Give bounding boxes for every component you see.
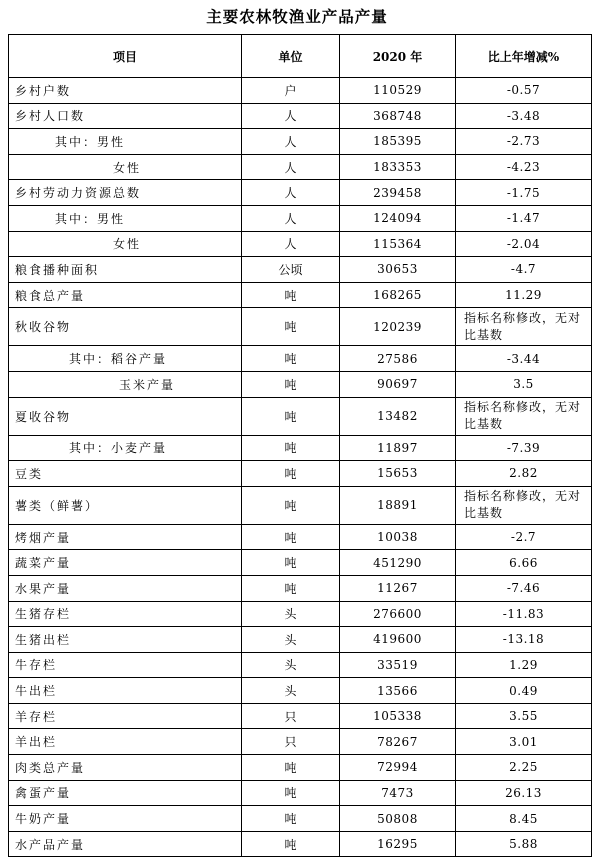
row-change-cell (456, 308, 592, 346)
row-value: 16295 (340, 831, 456, 857)
row-unit: 吨 (242, 550, 340, 576)
row-change: -2.7 (456, 524, 592, 550)
table-row (9, 550, 592, 576)
row-change-cell (456, 397, 592, 435)
row-unit: 头 (242, 678, 340, 704)
row-unit: 吨 (242, 435, 340, 461)
header-year: 2020 年 (340, 35, 456, 78)
table-row (9, 180, 592, 206)
row-name: 其中：男性 (9, 205, 242, 231)
row-unit: 头 (242, 652, 340, 678)
row-name: 禽蛋产量 (9, 780, 242, 806)
header-row (9, 35, 592, 78)
row-change: -7.39 (456, 435, 592, 461)
table-row (9, 461, 592, 487)
table-row (9, 78, 592, 104)
row-name: 女性 (9, 231, 242, 257)
row-unit: 吨 (242, 397, 340, 435)
row-value: 13566 (340, 678, 456, 704)
header-item: 项目 (9, 35, 242, 78)
row-value: 276600 (340, 601, 456, 627)
row-change: -4.7 (456, 257, 592, 283)
row-unit: 人 (242, 103, 340, 129)
table-row (9, 397, 592, 435)
row-value: 15653 (340, 461, 456, 487)
table-row (9, 627, 592, 653)
row-unit: 吨 (242, 371, 340, 397)
row-name: 其中：小麦产量 (9, 435, 242, 461)
row-value: 124094 (340, 205, 456, 231)
row-unit: 人 (242, 154, 340, 180)
row-change-note: 指标名称修改，无对比基数 (464, 400, 582, 432)
table-row (9, 831, 592, 857)
row-name: 水产品产量 (9, 831, 242, 857)
row-change: 2.25 (456, 755, 592, 781)
row-change-cell (456, 486, 592, 524)
row-value: 120239 (340, 308, 456, 346)
header-unit: 单位 (242, 35, 340, 78)
table-row (9, 729, 592, 755)
row-unit: 吨 (242, 346, 340, 372)
row-name: 牛存栏 (9, 652, 242, 678)
table-row (9, 486, 592, 524)
row-unit: 吨 (242, 755, 340, 781)
table-row (9, 780, 592, 806)
row-name: 粮食播种面积 (9, 257, 242, 283)
row-unit: 户 (242, 78, 340, 104)
production-table (8, 34, 592, 857)
row-value: 30653 (340, 257, 456, 283)
row-name: 薯类（鲜薯） (9, 486, 242, 524)
row-name: 肉类总产量 (9, 755, 242, 781)
table-row (9, 806, 592, 832)
row-change: 3.5 (456, 371, 592, 397)
row-value: 105338 (340, 703, 456, 729)
row-unit: 吨 (242, 461, 340, 487)
row-name: 蔬菜产量 (9, 550, 242, 576)
row-value: 13482 (340, 397, 456, 435)
row-value: 419600 (340, 627, 456, 653)
row-name: 烤烟产量 (9, 524, 242, 550)
header-change: 比上年增减% (456, 35, 592, 78)
row-name: 牛奶产量 (9, 806, 242, 832)
table-row (9, 703, 592, 729)
row-change: -13.18 (456, 627, 592, 653)
table-row (9, 257, 592, 283)
table-row (9, 129, 592, 155)
row-unit: 人 (242, 205, 340, 231)
row-unit: 只 (242, 729, 340, 755)
table-row (9, 652, 592, 678)
row-value: 168265 (340, 282, 456, 308)
row-value: 10038 (340, 524, 456, 550)
row-name: 羊出栏 (9, 729, 242, 755)
row-change: 5.88 (456, 831, 592, 857)
row-name: 生猪出栏 (9, 627, 242, 653)
row-change: -0.57 (456, 78, 592, 104)
row-name: 粮食总产量 (9, 282, 242, 308)
row-change: 3.01 (456, 729, 592, 755)
table-row (9, 282, 592, 308)
row-unit: 人 (242, 129, 340, 155)
row-change: 6.66 (456, 550, 592, 576)
row-value: 78267 (340, 729, 456, 755)
row-name: 其中：男性 (9, 129, 242, 155)
table-row (9, 308, 592, 346)
table-row (9, 755, 592, 781)
table-row (9, 231, 592, 257)
row-value: 185395 (340, 129, 456, 155)
table-row (9, 524, 592, 550)
row-name: 女性 (9, 154, 242, 180)
row-name: 乡村户数 (9, 78, 242, 104)
row-unit: 吨 (242, 831, 340, 857)
row-change: -2.04 (456, 231, 592, 257)
row-change: 11.29 (456, 282, 592, 308)
row-unit: 人 (242, 231, 340, 257)
row-value: 27586 (340, 346, 456, 372)
table-row (9, 575, 592, 601)
row-unit: 吨 (242, 308, 340, 346)
row-value: 72994 (340, 755, 456, 781)
row-value: 90697 (340, 371, 456, 397)
row-change: 26.13 (456, 780, 592, 806)
row-name: 豆类 (9, 461, 242, 487)
row-value: 11267 (340, 575, 456, 601)
table-row (9, 205, 592, 231)
row-value: 7473 (340, 780, 456, 806)
row-change: -3.48 (456, 103, 592, 129)
row-change: 1.29 (456, 652, 592, 678)
row-name: 秋收谷物 (9, 308, 242, 346)
row-change: -1.75 (456, 180, 592, 206)
row-change: -2.73 (456, 129, 592, 155)
row-change: 0.49 (456, 678, 592, 704)
row-change: -4.23 (456, 154, 592, 180)
row-unit: 吨 (242, 780, 340, 806)
row-change: 3.55 (456, 703, 592, 729)
row-change: -3.44 (456, 346, 592, 372)
row-change: -7.46 (456, 575, 592, 601)
row-value: 451290 (340, 550, 456, 576)
row-unit: 吨 (242, 282, 340, 308)
row-change: 2.82 (456, 461, 592, 487)
row-name: 生猪存栏 (9, 601, 242, 627)
row-change-note: 指标名称修改，无对比基数 (464, 489, 582, 521)
table-row (9, 435, 592, 461)
row-value: 50808 (340, 806, 456, 832)
row-value: 33519 (340, 652, 456, 678)
row-name: 水果产量 (9, 575, 242, 601)
row-name: 羊存栏 (9, 703, 242, 729)
table-title: 主要农林牧渔业产品产量 (206, 7, 388, 26)
table-row (9, 678, 592, 704)
row-value: 368748 (340, 103, 456, 129)
table-row (9, 346, 592, 372)
row-unit: 人 (242, 180, 340, 206)
row-change: -1.47 (456, 205, 592, 231)
row-unit: 头 (242, 627, 340, 653)
row-name: 牛出栏 (9, 678, 242, 704)
row-value: 239458 (340, 180, 456, 206)
row-unit: 吨 (242, 524, 340, 550)
row-change: 8.45 (456, 806, 592, 832)
table-row (9, 601, 592, 627)
row-unit: 只 (242, 703, 340, 729)
row-name: 夏收谷物 (9, 397, 242, 435)
row-name: 玉米产量 (9, 371, 242, 397)
row-unit: 吨 (242, 806, 340, 832)
row-change: -11.83 (456, 601, 592, 627)
row-name: 其中：稻谷产量 (9, 346, 242, 372)
row-value: 11897 (340, 435, 456, 461)
row-value: 18891 (340, 486, 456, 524)
row-unit: 头 (242, 601, 340, 627)
table-row (9, 103, 592, 129)
row-value: 115364 (340, 231, 456, 257)
row-unit: 公顷 (242, 257, 340, 283)
table-row (9, 371, 592, 397)
row-change-note: 指标名称修改，无对比基数 (464, 310, 582, 342)
row-name: 乡村劳动力资源总数 (9, 180, 242, 206)
row-unit: 吨 (242, 575, 340, 601)
row-name: 乡村人口数 (9, 103, 242, 129)
row-value: 110529 (340, 78, 456, 104)
row-value: 183353 (340, 154, 456, 180)
table-row (9, 154, 592, 180)
row-unit: 吨 (242, 486, 340, 524)
